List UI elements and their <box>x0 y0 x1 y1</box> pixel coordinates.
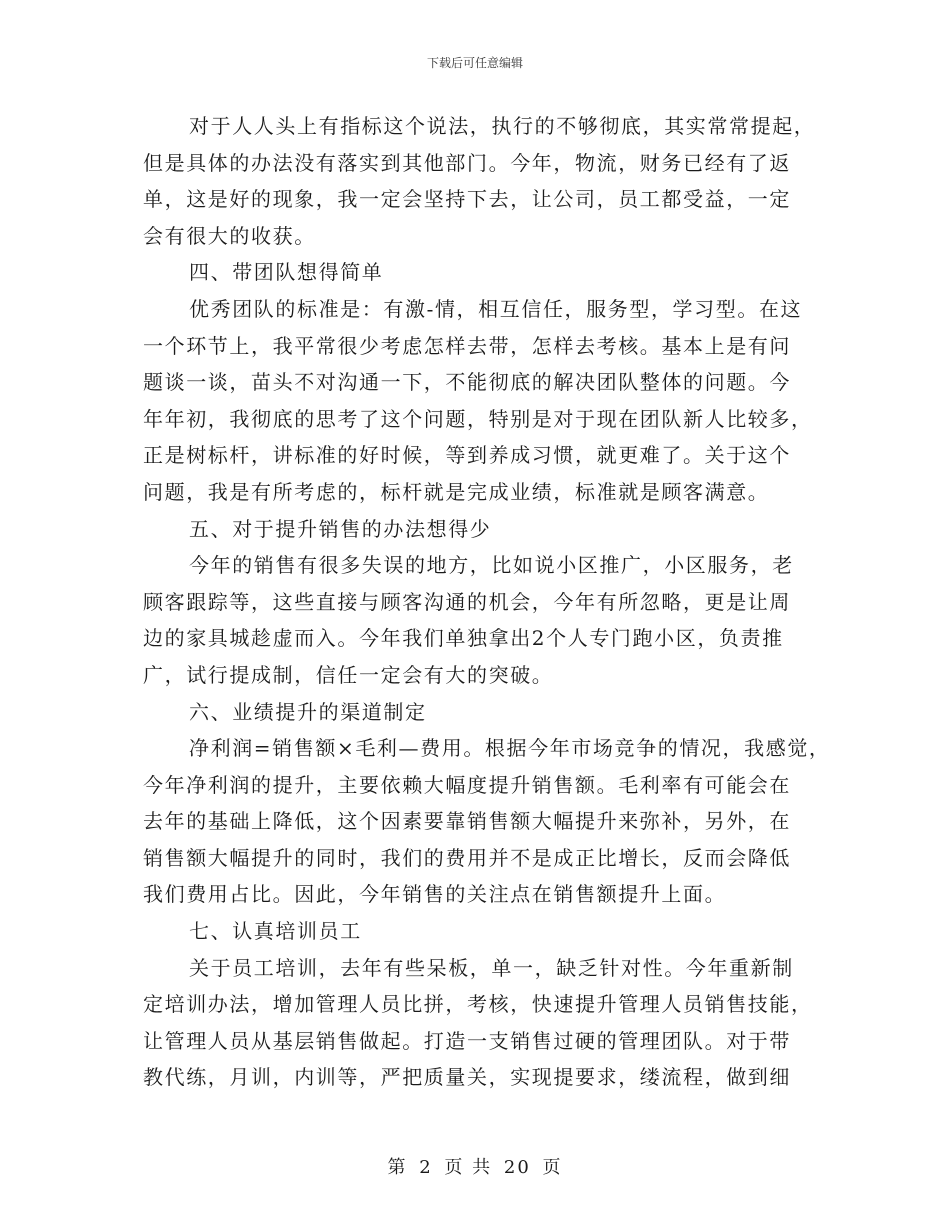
paragraph-line: 顾客跟踪等，这些直接与顾客沟通的机会，今年有所忽略，更是让周 <box>143 589 791 614</box>
section-heading: 七、认真培训员工 <box>189 919 362 944</box>
paragraph-line: 优秀团队的标准是：有激-情，相互信任，服务型，学习型。在这 <box>189 296 803 321</box>
paragraph-line: 单，这是好的现象，我一定会坚持下去，让公司，员工都受益，一定 <box>143 187 791 212</box>
paragraph-line: 定培训办法，增加管理人员比拼，考核，快速提升管理人员销售技能， <box>143 992 813 1017</box>
paragraph-line: 净利润=销售额×毛利—费用。根据今年市场竞争的情况，我感觉， <box>189 736 831 761</box>
page-footer-prefix: 第 <box>387 1157 408 1178</box>
paragraph-line: 问题，我是有所考虑的，标杆就是完成业绩，标准就是顾客满意。 <box>143 479 770 504</box>
paragraph-line: 题谈一谈，苗头不对沟通一下，不能彻底的解决团队整体的问题。今 <box>143 370 791 395</box>
paragraph-line: 我们费用占比。因此，今年销售的关注点在销售额提升上面。 <box>143 882 727 907</box>
paragraph-line: 边的家具城趁虚而入。今年我们单独拿出2个人专门跑小区，负责推 <box>143 626 784 651</box>
paragraph-line: 但是具体的办法没有落实到其他部门。今年，物流，财务已经有了返 <box>143 150 791 175</box>
paragraph-line: 今年的销售有很多失误的地方，比如说小区推广，小区服务，老 <box>189 553 794 578</box>
section-heading: 四、带团队想得简单 <box>189 260 384 285</box>
paragraph-line: 会有很大的收获。 <box>143 223 316 248</box>
paragraph-line: 销售额大幅提升的同时，我们的费用并不是成正比增长，反而会降低 <box>143 845 791 870</box>
paragraph-line: 今年净利润的提升，主要依赖大幅度提升销售额。毛利率有可能会在 <box>143 772 791 797</box>
section-heading: 五、对于提升销售的办法想得少 <box>189 516 492 541</box>
paragraph-line: 广，试行提成制，信任一定会有大的突破。 <box>143 662 554 687</box>
paragraph-line: 对于人人头上有指标这个说法，执行的不够彻底，其实常常提起， <box>189 114 816 138</box>
paragraph-line: 去年的基础上降低，这个因素要靠销售额大幅提升来弥补，另外，在 <box>143 809 791 834</box>
current-page-number: 2 <box>419 1157 433 1178</box>
total-page-count: 20 <box>503 1157 531 1178</box>
paragraph-line: 年年初，我彻底的思考了这个问题，特别是对于现在团队新人比较多， <box>143 406 813 431</box>
paragraph-line: 一个环节上，我平常很少考虑怎样去带，怎样去考核。基本上是有问 <box>143 333 791 358</box>
page-footer-middle: 页 共 <box>444 1157 493 1178</box>
paragraph-line: 正是树标杆，讲标准的好时候，等到养成习惯，就更难了。关于这个 <box>143 443 791 468</box>
document-body <box>143 108 831 1096</box>
paragraph-line: 让管理人员从基层销售做起。打造一支销售过硬的管理团队。对于带 <box>143 1028 791 1053</box>
page-footer <box>0 1153 950 1179</box>
section-heading: 六、业绩提升的渠道制定 <box>189 699 427 724</box>
page-footer-suffix: 页 <box>542 1157 563 1178</box>
paragraph-line: 教代练，月训，内训等，严把质量关，实现提要求，缕流程，做到细 <box>143 1065 791 1090</box>
paragraph-line: 关于员工培训，去年有些呆板，单一，缺乏针对性。今年重新制 <box>189 955 794 980</box>
page-header-note: 下载后可任意编辑 <box>426 56 523 70</box>
